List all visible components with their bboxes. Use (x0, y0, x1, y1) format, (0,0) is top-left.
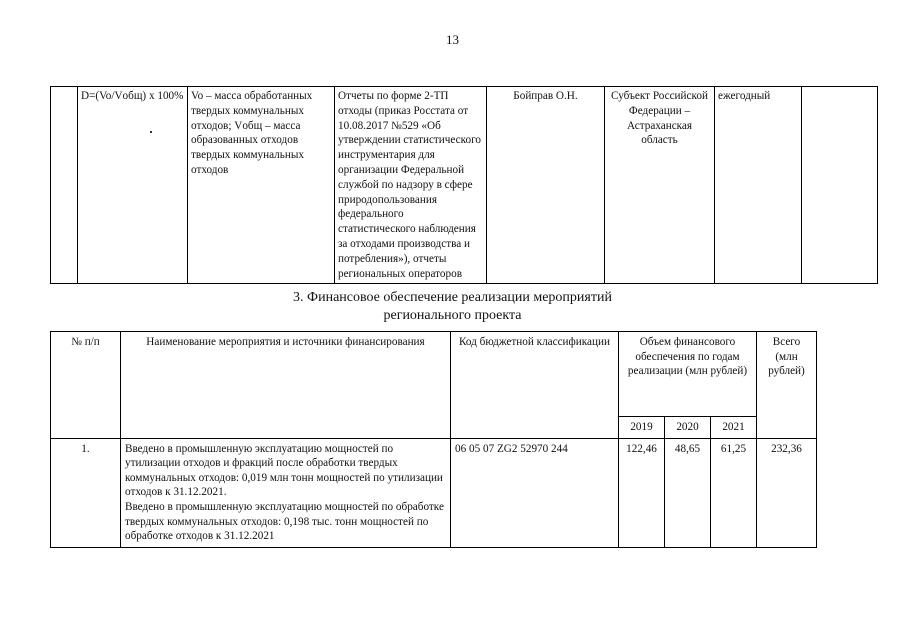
responsible-cell: Бойправ О.Н. (487, 87, 605, 284)
row-number: 1. (51, 438, 121, 547)
value-total: 232,36 (757, 438, 817, 547)
header-year: 2020 (665, 417, 711, 439)
page-number: 13 (446, 32, 459, 47)
blank-cell (802, 87, 878, 284)
header-total: Всего (млн рублей) (757, 332, 817, 439)
value-2021: 61,25 (711, 438, 757, 547)
header-code: Код бюджетной классификации (451, 332, 619, 439)
table-row (51, 87, 878, 284)
header-year: 2019 (619, 417, 665, 439)
subject-cell: Субъект Российской Федерации – Астраханская область (605, 87, 715, 284)
header-row (51, 332, 817, 417)
value-2019: 122,46 (619, 438, 665, 547)
header-name: Наименование мероприятия и источники финансирования (121, 332, 451, 439)
section-heading-line2: регионального проекта (383, 308, 522, 323)
finance-table (50, 331, 817, 548)
activity-text: Введено в промышленную эксплуатацию мощностей по обработке твердых коммунальных отходов: 0,198 тыс. тонн мощностей по обработке отходов к 31.12.2021 (125, 500, 444, 543)
value-2020: 48,65 (665, 438, 711, 547)
budget-code: 06 05 07 ZG2 52970 244 (451, 438, 619, 547)
table-row (51, 438, 817, 547)
header-volume: Объем финансового обеспечения по годам реализации (млн рублей) (619, 332, 757, 417)
section-heading-line1: 3. Финансовое обеспечение реализации мероприятий (293, 290, 612, 305)
scan-dot (150, 131, 152, 133)
source-cell: Отчеты по форме 2-ТП отходы (приказ Росстата от 10.08.2017 №529 «Об утверждении статистического инструментария для организации Федеральной службой по надзору в сфере природопользования федерального статистического наблюдения за отходами производства и потребления»), отчеты региональных операторов (335, 87, 487, 284)
frequency-cell: ежегодный (715, 87, 802, 284)
indicator-table (50, 86, 878, 284)
section-heading (0, 289, 905, 325)
activity-name (121, 438, 451, 547)
activity-text: Введено в промышленную эксплуатацию мощностей по утилизации отходов и фракций после обработки твердых коммунальных отходов: 0,019 млн тонн мощностей по утилизации отходов к 31.12.2021. (125, 442, 443, 499)
header-year: 2021 (711, 417, 757, 439)
definitions-cell: Vo – масса обработанных твердых коммунальных отходов; Vобщ – масса образованных отходов твердых коммунальных отходов (188, 87, 335, 284)
formula-cell: D=(Vo/Vобщ) x 100% (78, 87, 188, 284)
header-num: № п/п (51, 332, 121, 439)
blank-cell (51, 87, 78, 284)
